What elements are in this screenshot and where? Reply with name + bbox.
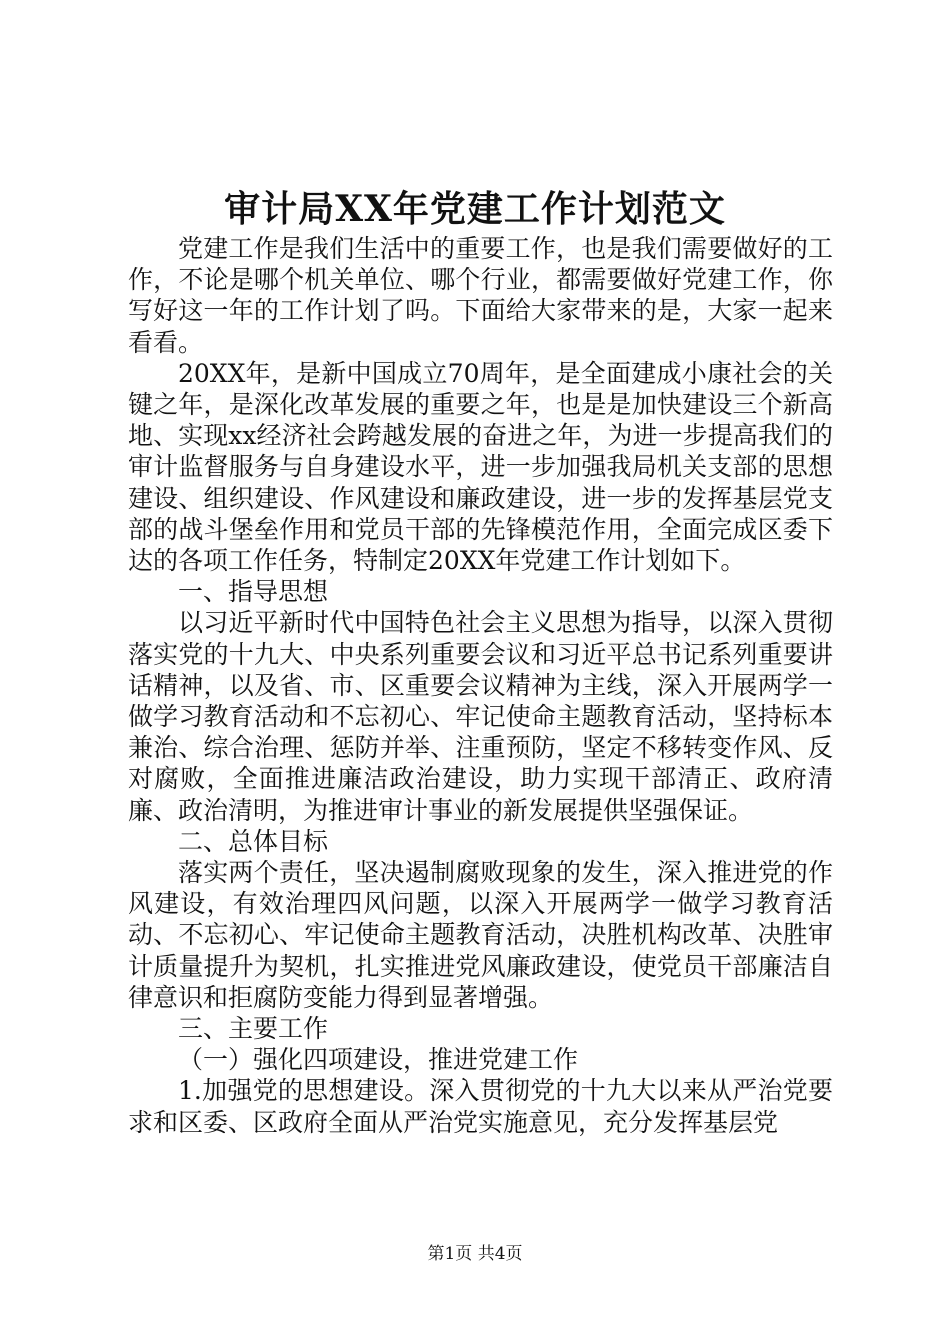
paragraph-ideological-construction: 1.加强党的思想建设。深入贯彻党的十九大以来从严治党要求和区委、区政府全面从严治党实施意见，充分发挥基层党 <box>128 1076 833 1137</box>
subsection-heading-four-constructions: （一）强化四项建设，推进党建工作 <box>178 1045 579 1075</box>
section-heading-overall-goal: 二、总体目标 <box>178 826 329 856</box>
document-body <box>128 233 833 1138</box>
paragraph-intro: 党建工作是我们生活中的重要工作，也是我们需要做好的工作，不论是哪个机关单位、哪个行业，都需要做好党建工作，你写好这一年的工作计划了吗。下面给大家带来的是，大家一起来看看。 <box>128 234 833 357</box>
page-footer: 第1页 共4页 <box>427 1244 523 1264</box>
paragraph-guiding-thought: 以习近平新时代中国特色社会主义思想为指导，以深入贯彻落实党的十九大、中央系列重要会议和习近平总书记系列重要讲话精神，以及省、市、区重要会议精神为主线，深入开展两学一做学习教育活动和不忘初心、牢记使命主题教育活动，坚持标本兼治、综合治理、惩防并举、注重预防，坚定不移转变作风、反对腐败，全面推进廉洁政治建设，助力实现干部清正、政府清廉、政治清明，为推进审计事业的新发展提供坚强保证。 <box>128 608 833 825</box>
document-title: 审计局XX年党建工作计划范文 <box>224 188 726 230</box>
section-heading-main-work: 三、主要工作 <box>178 1014 329 1044</box>
section-heading-guiding-thought: 一、指导思想 <box>178 577 329 607</box>
paragraph-background: 20XX年，是新中国成立70周年，是全面建成小康社会的关键之年，是深化改革发展的重要之年，也是是加快建设三个新高地、实现xx经济社会跨越发展的奋进之年，为进一步提高我们的审计监督服务与自身建设水平，进一步加强我局机关支部的思想建设、组织建设、作风建设和廉政建设，进一步的发挥基层党支部的战斗堡垒作用和党员干部的先锋模范作用，全面完成区委下达的各项工作任务，特制定20XX年党建工作计划如下。 <box>128 358 833 576</box>
paragraph-overall-goal: 落实两个责任，坚决遏制腐败现象的发生，深入推进党的作风建设，有效治理四风问题，以深入开展两学一做学习教育活动、不忘初心、牢记使命主题教育活动，决胜机构改革、决胜审计质量提升为契机，扎实推进党风廉政建设，使党员干部廉洁自律意识和拒腐防变能力得到显著增强。 <box>128 858 833 1012</box>
